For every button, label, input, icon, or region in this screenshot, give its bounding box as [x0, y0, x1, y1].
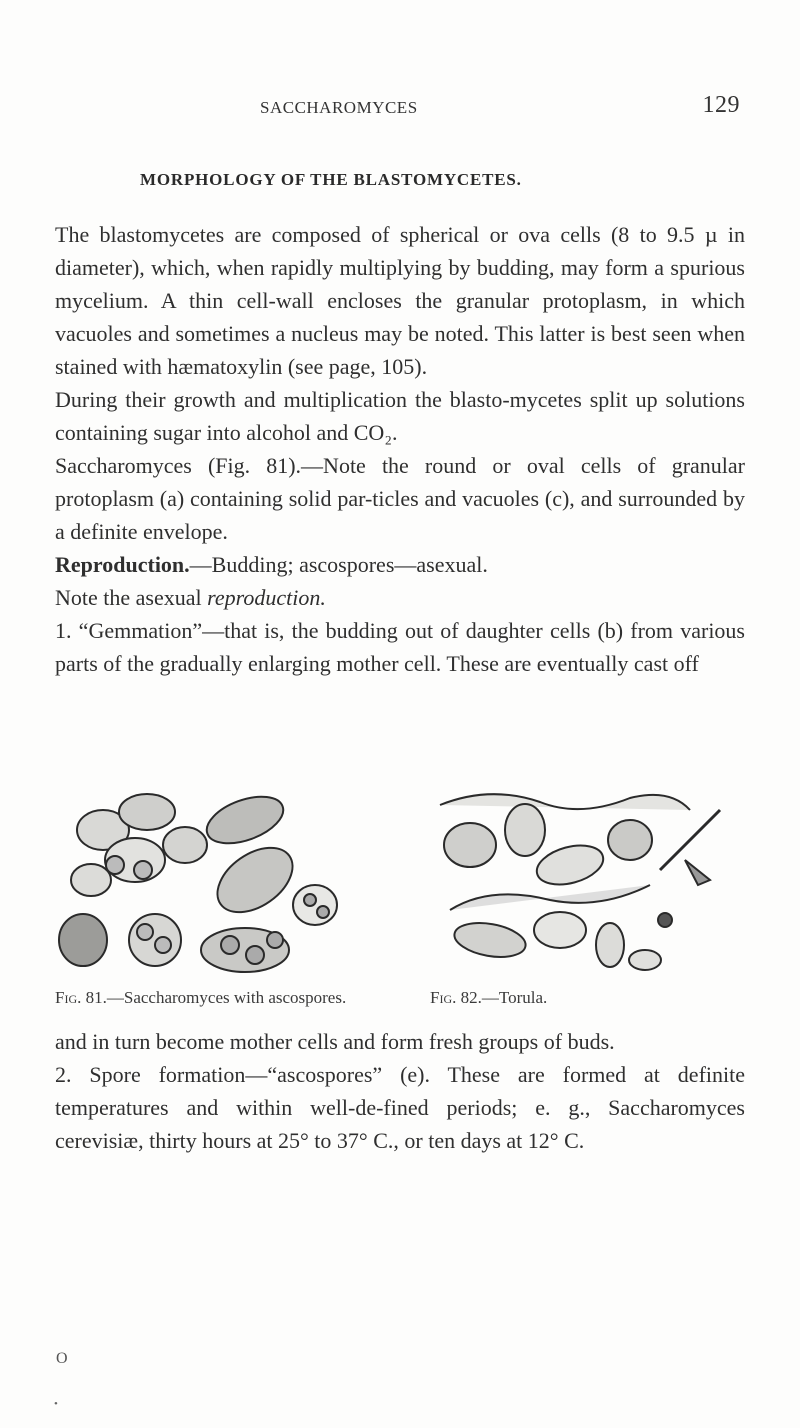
- figures-row: [55, 790, 745, 1020]
- figure-82-caption-text: —Torula.: [481, 988, 548, 1007]
- paragraph-buds: and in turn become mother cells and form fresh groups of buds.: [55, 1029, 615, 1054]
- paragraph-cell-structure: The blastomycetes are composed of spherical or ova cells (8 to 9.5 µ in diameter), which, when rapidly multiplying by budding, may form a spurious mycelium. A thin cell-wall encloses the granular protoplasm, in which vacuoles and sometimes a nucleus may be noted. This latter is best seen when stained with hæmatoxylin (see page, 105).: [55, 222, 745, 379]
- body-text-top: [55, 218, 745, 680]
- paragraph-fermentation: During their growth and multiplication the blasto-mycetes split up solutions containing sugar into alcohol and CO₂.: [55, 387, 745, 445]
- page-number: 129: [702, 92, 740, 118]
- figure-82-label: Fig. 82.: [430, 988, 482, 1007]
- saccharomyces-illustration: [55, 790, 355, 980]
- paragraph-asexual-note: [55, 581, 745, 614]
- paragraph-spore-formation: 2. Spore formation—“ascospores” (e). These are formed at definite temperatures and within well-de-fined periods; e. g., Saccharomyces cerevisiæ, thirty hours at 25° to 37° C., or ten days at 12° C.: [55, 1062, 745, 1153]
- reproduction-rest: —Budding; ascospores—asexual.: [189, 552, 488, 577]
- torula-illustration: [430, 790, 740, 980]
- signature-mark: O: [56, 1350, 68, 1367]
- figure-81-caption-text: —Saccharomyces with ascospores.: [106, 988, 347, 1007]
- figure-81-caption: [55, 988, 400, 1008]
- figure-81: [55, 790, 400, 1008]
- body-text-bottom: [55, 1025, 745, 1157]
- figure-81-label: Fig. 81.: [55, 988, 107, 1007]
- asexual-note-text: Note the asexual: [55, 585, 208, 610]
- figure-82-caption: [430, 988, 745, 1008]
- paragraph-gemmation: 1. “Gemmation”—that is, the budding out of daughter cells (b) from various parts of the gradually enlarging mother cell. These are eventually cast off: [55, 618, 745, 676]
- section-heading: MORPHOLOGY OF THE BLASTOMYCETES.: [140, 170, 522, 189]
- reproduction-lead: Reproduction.: [55, 552, 190, 577]
- figure-82: [430, 790, 745, 1008]
- running-title: SACCHAROMYCES: [260, 98, 418, 117]
- asexual-note-emphasis: reproduction.: [207, 585, 326, 610]
- paragraph-saccharomyces: Saccharomyces (Fig. 81).—Note the round or oval cells of granular protoplasm (a) containing solid par-ticles and vacuoles (c), and surrounded by a definite envelope.: [55, 453, 745, 544]
- paragraph-reproduction: [55, 548, 745, 581]
- stray-mark: •: [54, 1398, 58, 1410]
